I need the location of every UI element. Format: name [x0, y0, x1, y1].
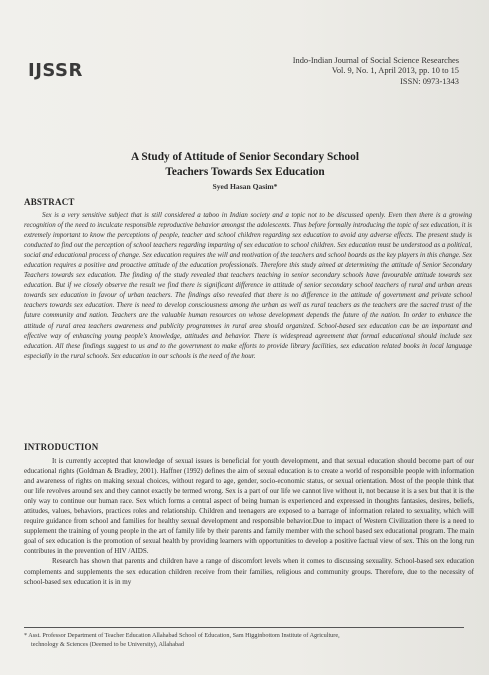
footnote-line-2: technology & Sciences (Deemed to be University), Allahabad	[31, 641, 184, 649]
introduction-heading: INTRODUCTION	[24, 442, 99, 452]
footnote-divider	[24, 627, 464, 628]
introduction-paragraph-2: Research has shown that parents and children have a range of discomfort levels when it comes to discussing sexuality. School-based sex education complements and supplements the sex education children receive from their families, religious and community groups. Therefore, due to the necessity of school-based sex education it is in my	[24, 557, 474, 586]
issn: ISSN: 0973-1343	[400, 76, 459, 86]
volume-info: Vol. 9, No. 1, April 2013, pp. 10 to 15	[331, 66, 459, 76]
abstract-heading: ABSTRACT	[24, 197, 75, 207]
article-title	[60, 150, 430, 179]
journal-logo: IJSSR	[28, 60, 83, 81]
footnote	[24, 631, 464, 649]
journal-name: Indo-Indian Journal of Social Science Researches	[292, 56, 459, 65]
introduction-paragraph-1: It is currently accepted that knowledge of sexual issues is beneficial for youth development, and that sexual education should become part of our educational rights (Goldman & Bradley, 2001). Haffner (1992) defines the aim of sexual education is to create a world of responsible people with information and awareness of rights on making sexual choices, without regard to age, gender, socio-economic status, or sexual orientation. Most of the people think that our life revolves around sex and they cannot exactly be termed wrong. Sex is a part of our life we cannot live without it, not because it is a sex but that it is the only way to continue our human race. Sex which forms a central aspect of being human is experienced and expressed in thoughts fantasies, desires, beliefs, attitudes, values, behaviors, practices roles and relationship. Children and teenagers are exposed to a barrage of information related to sexuality, which will require guidance from school and families for healthy sexual development and responsible behavior.Due to impact of Western Civilization there is a need to supplement the training of young people in the art of family life by their parents and family member with the school based sex educational program. The main goal of sex education is the promotion of sexual health by providing learners with opportunities to develop a positive factual view of sex. This on the long run contributes in the prevention of HIV /AIDS.	[24, 457, 474, 556]
title-line-1: A Study of Attitude of Senior Secondary School	[131, 151, 359, 163]
author-name: Syed Hasan Qasim*	[212, 182, 278, 191]
title-line-2: Teachers Towards Sex Education	[165, 165, 325, 178]
journal-info	[239, 56, 459, 87]
footnote-line-1: * Asst. Professor Department of Teacher Education Allahabad School of Education, Sam Higginbottom Institute of Agriculture,	[24, 632, 340, 639]
abstract-text: Sex is a very sensitive subject that is still considered a taboo in Indian society and a topic not to be discussed openly. Even then there is a growing recognition of the need to inculcate responsible reproductive behavior amongst the adolescents. Thus before formally introducing the topic of sex education, it is extremely important to know the perceptions of people, teacher and school children regarding sex education to avoid any adverse effects. The present study is conducted to find out the perception of school teachers regarding imparting of sex education to school children. Sex education must be understood as a political, social and educational process of change. Sex education requires the will and motivation of the teachers and school boards as the key players in this change. Sex education requires a positive and proactive attitude of the education professionals. Therefore this study aimed at determining the attitude of Senior Secondary Teachers towards sex education. The finding of the study revealed that teachers teaching in senior secondary schools have favourable attitude towards sex education. But if we closely observe the result we find there is significant difference in attitude of senior secondary school teachers of rural and urban areas towards sex education in favour of urban teachers. The findings also revealed that there is no difference in the attitude of government and private school teachers towards sex education. There is need to develop consciousness among the urban as well as rural teachers as the teachers are the sacred trust of the future community and nation. Teachers are the valuable human resources on whose development depends the future of the nation. In order to enhance the attitude of rural area teachers awareness and publicity programmes in rural area should organized. School-based sex education can be an important and effective way of enhancing young people's knowledge, attitudes and behavior. There is widespread agreement that formal educational should include sex education. All these findings suggest to us and to the government to make efforts to provide library facilities, sex education related books in local language especially in the rural schools. Sex education in our schools is the need of the hour.	[24, 211, 472, 360]
abstract-body	[24, 210, 472, 361]
introduction-body	[24, 456, 474, 587]
